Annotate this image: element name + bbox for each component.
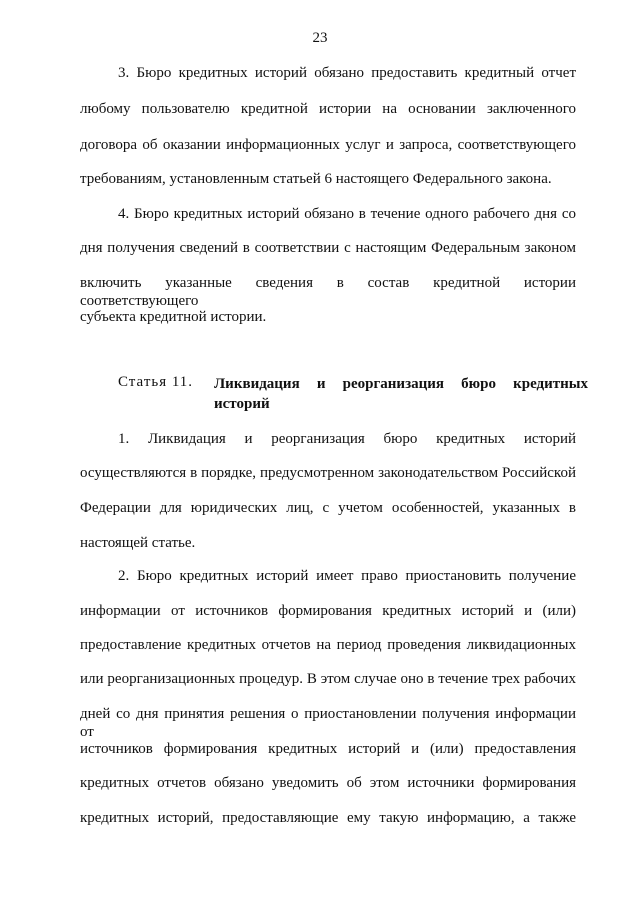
paragraph-line: кредитных отчетов обязано уведомить об этом источники формирования [80,775,576,791]
paragraph-line: включить указанные сведения в состав кредитной истории соответствующего [80,275,576,309]
paragraph-line: кредитных историй, предоставляющие ему такую информацию, а также [80,810,576,826]
paragraph-line: 3. Бюро кредитных историй обязано предоставить кредитный отчет [118,65,576,81]
paragraph-line: источников формирования кредитных историй и (или) предоставления [80,741,576,757]
article-number: Статья 11. [118,374,194,390]
paragraph-line: дней со дня принятия решения о приостановлении получения информации от [80,706,576,740]
paragraph-line: предоставление кредитных отчетов на период проведения ликвидационных [80,637,576,653]
article-title-line: Ликвидация и реорганизация бюро кредитных [214,376,588,392]
article-title [214,374,588,414]
paragraph-line: договора об оказании информационных услуг и запроса, соответствующего [80,137,576,153]
article-heading [118,374,588,414]
paragraph-line: 4. Бюро кредитных историй обязано в течение одного рабочего дня со [118,206,576,222]
paragraph-line: или реорганизационных процедур. В этом случае оно в течение трех рабочих [80,671,576,687]
paragraph-line: 1. Ликвидация и реорганизация бюро кредитных историй [118,431,576,447]
article-title-line: историй [214,396,270,412]
paragraph-line: субъекта кредитной истории. [80,309,267,325]
paragraph-line: 2. Бюро кредитных историй имеет право приостановить получение [118,568,576,584]
paragraph-line: Федерации для юридических лиц, с учетом особенностей, указанных в [80,500,576,516]
paragraph-line: настоящей статье. [80,535,196,551]
paragraph-line: дня получения сведений в соответствии с настоящим Федеральным законом [80,240,576,256]
paragraph-line: требованиям, установленным статьей 6 настоящего Федерального закона. [80,171,552,187]
paragraph-line: любому пользователю кредитной истории на основании заключенного [80,101,576,117]
page-number: 23 [312,30,328,46]
paragraph-line: осуществляются в порядке, предусмотренном законодательством Российской [80,465,576,481]
paragraph-line: информации от источников формирования кредитных историй и (или) [80,603,576,619]
